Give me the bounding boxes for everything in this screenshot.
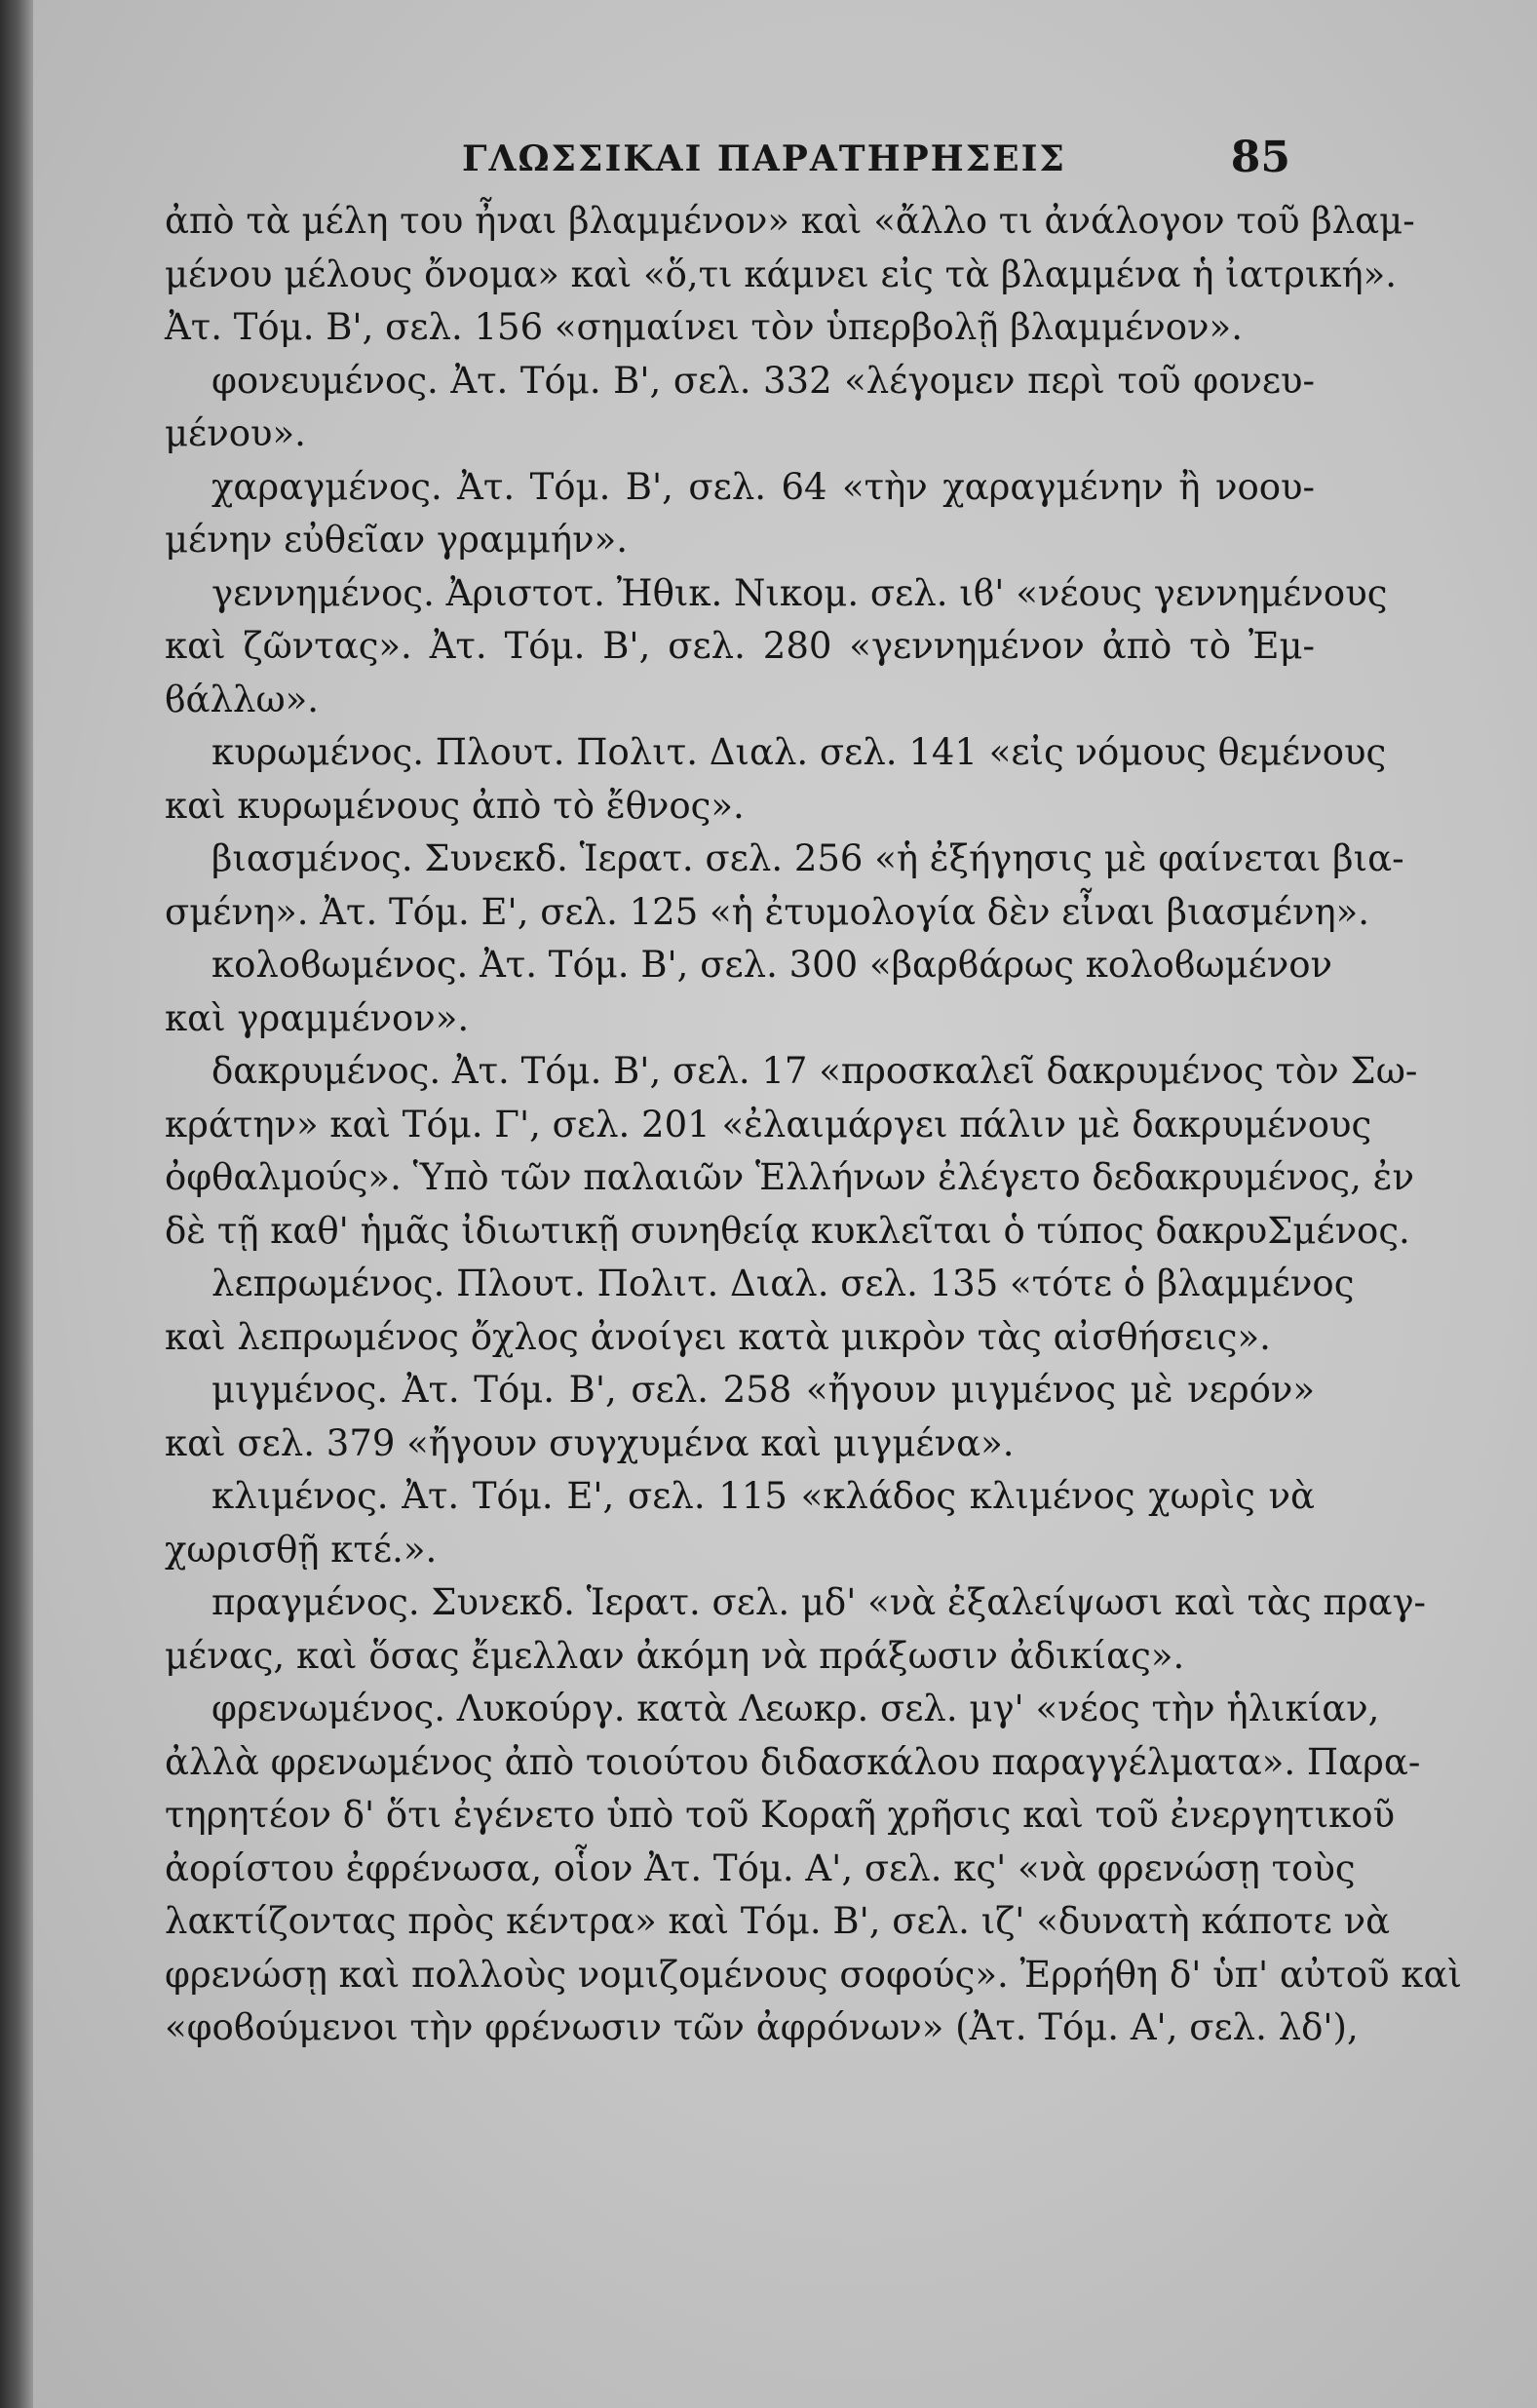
- text-line: φονευμένος. Ἀτ. Τόμ. Β', σελ. 332 «λέγομεν περὶ τοῦ φονευ-: [211, 359, 1315, 402]
- text-line: ἀορίστου ἐφρένωσα, οἷον Ἀτ. Τόμ. Α', σελ. κς' «νὰ φρενώσῃ τοὺς: [165, 1846, 1356, 1889]
- text-line: ϐάλλω».: [165, 678, 320, 720]
- body-text: [165, 195, 1462, 2055]
- text-line: καὶ κυρωμένους ἀπὸ τὸ ἔθνος».: [165, 784, 745, 827]
- text-line: ἀπὸ τὰ μέλη του ἦναι βλαμμένον» καὶ «ἄλλο τι ἀνάλογον τοῦ βλαμ-: [165, 200, 1415, 242]
- text-line: πραγμένος. Συνεκδ. Ἱερατ. σελ. μδ' «νὰ ἐξαλείψωσι καὶ τὰς πραγ-: [211, 1581, 1427, 1623]
- text-line: καὶ σελ. 379 «ἤγουν συγχυμένα καὶ μιγμένα».: [165, 1421, 1015, 1464]
- text-line: ἀλλὰ φρενωμένος ἀπὸ τοιούτου διδασκάλου παραγγέλματα». Παρα-: [165, 1740, 1421, 1783]
- text-line: τηρητέον δ' ὅτι ἐγένετο ὑπὸ τοῦ Κοραῆ χρῆσις καὶ τοῦ ἐνεργητικοῦ: [165, 1794, 1396, 1836]
- page-number: 85: [1230, 133, 1290, 182]
- text-line: Ἀτ. Τόμ. Β', σελ. 156 «σημαίνει τὸν ὑπερβολῇ βλαμμένον».: [165, 306, 1243, 348]
- text-line: σμένη». Ἀτ. Τόμ. Ε', σελ. 125 «ἡ ἐτυμολογία δὲν εἶναι βιασμένη».: [165, 890, 1370, 933]
- running-title: ΓΛΩΣΣΙΚΑΙ ΠΑΡΑΤΗΡΗΣΕΙΣ: [462, 138, 1066, 179]
- text-line: καὶ γραμμένον».: [165, 996, 470, 1039]
- text-line: δακρυμένος. Ἀτ. Τόμ. Β', σελ. 17 «προσκαλεῖ δακρυμένος τὸν Σω-: [211, 1050, 1418, 1092]
- text-line: κυρωμένος. Πλουτ. Πολιτ. Διαλ. σελ. 141 «εἰς νόμους θεμένους: [211, 731, 1387, 773]
- book-page: [33, 0, 1537, 2408]
- text-line: βιασμένος. Συνεκδ. Ἱερατ. σελ. 256 «ἡ ἐξήγησις μὲ φαίνεται βια-: [211, 837, 1404, 879]
- page-header: [462, 133, 1320, 191]
- text-line: χαραγμένος. Ἀτ. Τόμ. Β', σελ. 64 «τὴν χαραγμένην ἢ νοου-: [211, 465, 1315, 508]
- text-line: μένας, καὶ ὅσας ἔμελλαν ἀκόμη νὰ πράξωσιν ἀδικίας».: [165, 1634, 1185, 1677]
- text-line: μιγμένος. Ἀτ. Τόμ. Β', σελ. 258 «ἤγουν μιγμένος μὲ νερόν»: [211, 1369, 1315, 1411]
- text-line: μένην εὐθεῖαν γραμμήν».: [165, 519, 628, 561]
- text-line: κλιμένος. Ἀτ. Τόμ. Ε', σελ. 115 «κλάδος κλιμένος χωρὶς νὰ: [211, 1475, 1315, 1517]
- text-line: μένου μέλους ὄνομα» καὶ «ὅ,τι κάμνει εἰς τὰ βλαμμένα ἡ ἰατρική».: [165, 252, 1398, 295]
- text-line: λεπρωμένος. Πλουτ. Πολιτ. Διαλ. σελ. 135 «τότε ὁ βλαμμένος: [211, 1262, 1355, 1304]
- text-line: «φοϐούμενοι τὴν φρένωσιν τῶν ἀφρόνων» (Ἀτ. Τόμ. Α', σελ. λδ'),: [165, 2006, 1359, 2048]
- text-line: καὶ λεπρωμένος ὄχλος ἀνοίγει κατὰ μικρὸν τὰς αἰσθήσεις».: [165, 1315, 1271, 1358]
- text-line: φρενωμένος. Λυκούργ. κατὰ Λεωκρ. σελ. μγ' «νέος τὴν ἡλικίαν,: [211, 1688, 1380, 1729]
- text-line: μένου».: [165, 412, 306, 454]
- text-line: φρενώσῃ καὶ πολλοὺς νομιζομένους σοφούς». Ἐρρήθη δ' ὑπ' αὐτοῦ καὶ: [165, 1953, 1462, 1996]
- book-spine-shadow: [0, 0, 33, 2408]
- text-line: καὶ ζῶντας». Ἀτ. Τόμ. Β', σελ. 280 «γεννημένον ἀπὸ τὸ Ἐμ-: [165, 625, 1315, 667]
- text-line: κολοϐωμένος. Ἀτ. Τόμ. Β', σελ. 300 «βαρϐάρως κολοϐωμένον: [211, 944, 1333, 986]
- text-line: λακτίζοντας πρὸς κέντρα» καὶ Τόμ. Β', σελ. ιζ' «δυνατὴ κάποτε νὰ: [165, 1900, 1391, 1942]
- text-line: κράτην» καὶ Τόμ. Γ', σελ. 201 «ἐλαιμάργει πάλιν μὲ δακρυμένους: [165, 1103, 1372, 1146]
- text-line: δὲ τῇ καθ' ἡμᾶς ἰδιωτικῇ συνηθείᾳ κυκλεῖται ὁ τύπος δακρυΣμένος.: [165, 1209, 1410, 1252]
- text-line: ὀφθαλμούς». Ὑπὸ τῶν παλαιῶν Ἑλλήνων ἐλέγετο δεδακρυμένος, ἐν: [165, 1156, 1415, 1198]
- text-line: γεννημένος. Ἀριστοτ. Ἠθικ. Νικομ. σελ. ιϐ' «νέους γεννημένους: [211, 571, 1388, 614]
- text-line: χωρισθῇ κτέ.».: [165, 1528, 438, 1571]
